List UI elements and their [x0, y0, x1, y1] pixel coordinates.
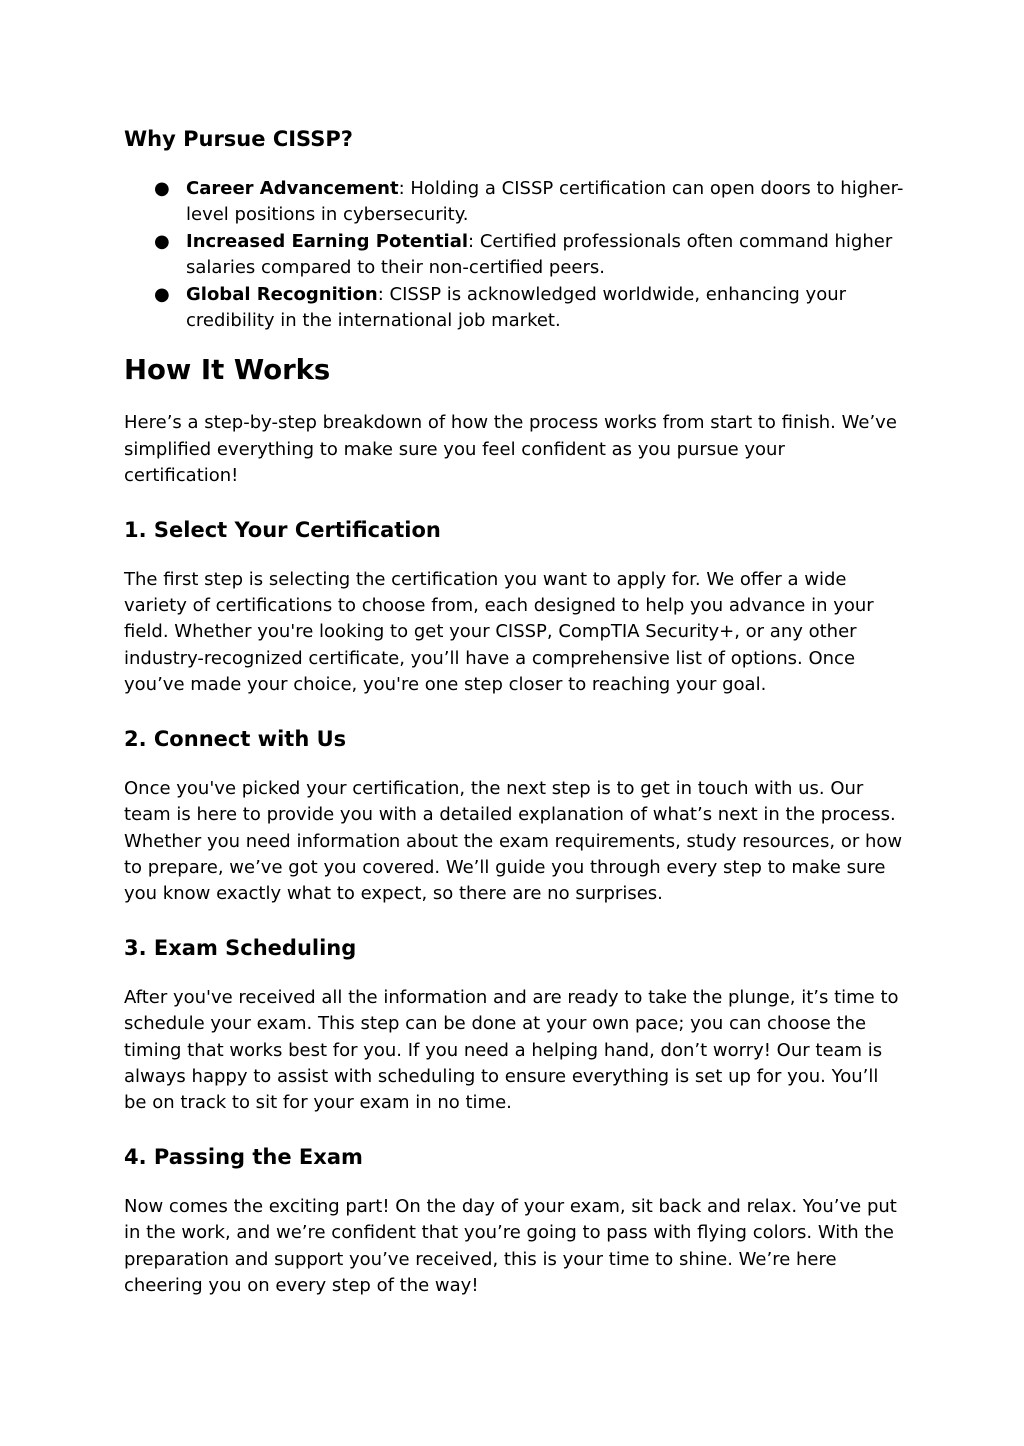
- how-it-works-intro: Here’s a step-by-step breakdown of how the process works from start to finish. We’ve simplified everything to make sure you feel confident as you pursue your certification!: [124, 412, 897, 487]
- step-body: After you've received all the information and are ready to take the plunge, it’s time to schedule your exam. This step can be done at your own pace; you can choose the timing that works best for you. If you need a helping hand, don’t worry! Our team is always happy to assist with scheduling to ensure everything is set up for you. You’ll be on track to sit for your exam in no time.: [124, 986, 899, 1114]
- benefit-text: : Holding a CISSP certification can open doors to higher-level positions in cybersecurity.: [186, 178, 904, 226]
- benefit-label: Career Advancement: [186, 178, 399, 199]
- list-item: [124, 229, 904, 282]
- why-cissp-heading: Why Pursue CISSP?: [124, 127, 353, 151]
- how-it-works-heading: How It Works: [124, 354, 331, 387]
- step-body: Now comes the exciting part! On the day of your exam, sit back and relax. You’ve put in the work, and we’re confident that you’re going to pass with flying colors. With the preparation and support you’ve received, this is your time to shine. We’re here cheering you on every step of the way!: [124, 1195, 897, 1296]
- bullet-icon: ●: [154, 230, 170, 252]
- benefit-label: Increased Earning Potential: [186, 230, 469, 252]
- list-item: [124, 282, 904, 335]
- step-body: Once you've picked your certification, the next step is to get in touch with us. Our team is here to provide you with a detailed explanation of what’s next in the process. Whether you need information about the exam requirements, study resources, or how to prepare, we’ve got you covered. We’ll guide you through every step to make sure you know exactly what to expect, so there are no surprises.: [124, 777, 903, 905]
- step-heading: 1. Select Your Certification: [124, 517, 441, 542]
- document-page: [124, 122, 904, 1299]
- benefit-label: Global Recognition: [186, 283, 378, 305]
- step-heading: 2. Connect with Us: [124, 726, 347, 751]
- step-heading: 3. Exam Scheduling: [124, 935, 357, 960]
- list-item: [124, 176, 904, 229]
- benefit-text: : Certified professionals often command higher salaries compared to their non-certified peers.: [186, 230, 893, 279]
- benefit-text: : CISSP is acknowledged worldwide, enhancing your credibility in the international job market.: [186, 283, 847, 332]
- bullet-icon: ●: [154, 283, 170, 305]
- step-body: The first step is selecting the certification you want to apply for. We offer a wide variety of certifications to choose from, each designed to help you advance in your field. Whether you're looking to get your CISSP, CompTIA Security+, or any other industry-recognized certificate, you’ll have a comprehensive list of options. Once you’ve made your choice, you're one step closer to reaching your goal.: [124, 568, 874, 696]
- step-heading: 4. Passing the Exam: [124, 1144, 363, 1169]
- benefits-list: [124, 176, 904, 334]
- bullet-icon: ●: [154, 178, 170, 199]
